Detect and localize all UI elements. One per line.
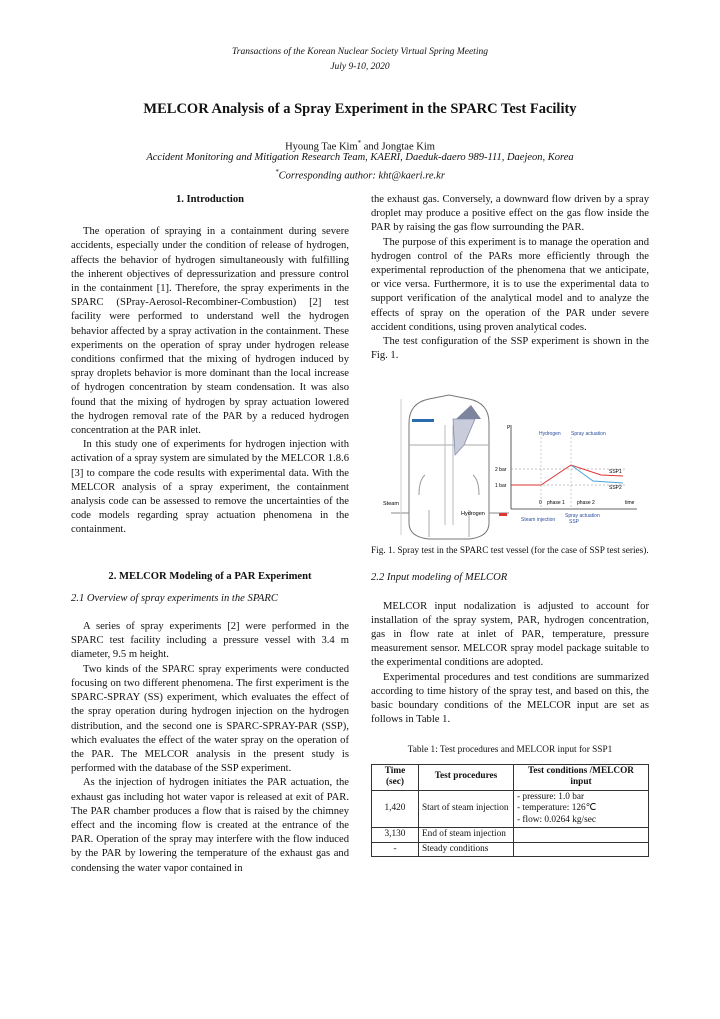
left-column <box>71 193 349 876</box>
table-row <box>372 842 649 857</box>
par-chamber <box>412 419 434 422</box>
table-cell-conditions <box>514 842 649 857</box>
spray-nozzle <box>456 405 481 419</box>
table-header-conditions: Test conditions /MELCOR input <box>514 764 649 790</box>
tick-2bar: 2 bar <box>495 467 507 474</box>
section-heading-introduction: 1. Introduction <box>175 194 245 205</box>
label-hydrogen-side: Hydrogen <box>461 511 485 518</box>
tick-1bar: 1 bar <box>495 483 507 490</box>
axis-label-p: P <box>507 425 511 432</box>
table-cell-procedure: End of steam injection <box>419 828 514 843</box>
table-header-time: Time (sec) <box>372 764 419 790</box>
paper-title: MELCOR Analysis of a Spray Experiment in the SPARC Test Facility <box>143 101 577 117</box>
test-vessel <box>391 395 509 539</box>
table-row <box>372 828 649 843</box>
spray-cone <box>453 419 475 455</box>
paragraph: the exhaust gas. Conversely, a downward flow driven by a spray droplet may produce a positive effect on the gas flow inside the PAR by raising the gas flow surrounding the PAR. <box>371 194 649 234</box>
figure-1 <box>371 385 649 545</box>
figure-1-caption: Fig. 1. Spray test in the SPARC test vessel (for the case of SSP test series). <box>371 546 649 557</box>
section-heading-melcor-modeling: 2. MELCOR Modeling of a PAR Experiment <box>108 570 312 582</box>
table-cell-conditions: - pressure: 1.0 bar - temperature: 126℃ - flow: 0.0264 kg/sec <box>514 790 649 828</box>
figure-1-diagram <box>371 385 649 545</box>
label-phase2: phase 2 <box>577 500 595 507</box>
paragraph: The operation of spraying in a containment during severe accidents, especially under the condition of release of hydrogen, affects the behavior of hydrogen simultaneously with fulfilling the inherent objectives of depressurization and pressure control in the containment [1]. Therefore, the spray experiments in the SPARC (SPray-Aerosol-Recombiner-Combustion) [2] test facility were performed to understand well the hydrogen behavior affected by a spray activation in the containment. These experiments on the operation of spray under hydrogen release conditions confirmed that the mixing of hydrogen induced by spray droplets behavior is more dominant than the local increase of hydrogen concentration by steam condensation. It was also found that the mixing of hydrogen by spray actuation lowered the hydrogen removal rate of the PAR by a reduced hydrogen concentration at the PAR inlet. <box>71 226 349 437</box>
table-cell-time: 3,130 <box>372 828 419 843</box>
table-cell-time: 1,420 <box>372 790 419 828</box>
table-cell-procedure: Start of steam injection <box>419 790 514 828</box>
pressure-schematic-graph <box>495 425 637 525</box>
table-1 <box>371 764 649 858</box>
paragraph: Experimental procedures and test conditions are summarized according to time history of the spray test, and based on this, the basic boundary conditions of the MELCOR input are set as follows in Table 1. <box>371 671 649 726</box>
paragraph: A series of spray experiments [2] were performed in the SPARC test facility including a pressure vessel with 3.4 m diameter, 9.5 m height. <box>71 621 349 661</box>
paragraph: MELCOR input nodalization is adjusted to account for installation of the spray system, PAR, hydrogen concentration, gas in flow rate at inlet of PAR, temperature, pressure measurement sensor. MELCOR spray model package suitable to the experimental conditions are adopted. <box>371 600 649 669</box>
paragraph: Two kinds of the SPARC spray experiments were conducted focusing on two different phenomena. The first experiment is the SPARC-SPRAY (SS) experiment, which evaluates the effect of the spray operation during hydrogen injection on the hydrogen distribution, and the second one is SPARC-SPRAY-PAR (SSP), which evaluates the effect of the water spray on the operation of the PAR. The MELCOR analysis in the present study is performed with the database of the SSP experiment. <box>71 663 349 775</box>
affiliation: Accident Monitoring and Mitigation Research Team, KAERI, Daeduk-daero 989-111, Daejeon, Korea <box>146 152 574 163</box>
label-phase1: phase 1 <box>547 500 565 507</box>
subsection-heading-overview: 2.1 Overview of spray experiments in the SPARC <box>71 592 278 604</box>
corresponding-author: *Corresponding author: kht@kaeri.re.kr <box>275 168 445 182</box>
table-1-caption: Table 1: Test procedures and MELCOR input for SSP1 <box>407 745 613 756</box>
label-hydrogen-top: Hydrogen <box>539 431 561 438</box>
right-column <box>371 193 649 857</box>
label-zero: 0 <box>539 500 542 507</box>
label-steam: Steam <box>383 501 399 508</box>
paragraph: The test configuration of the SSP experiment is shown in the Fig. 1. <box>371 336 649 362</box>
table-row <box>372 790 649 828</box>
authors: Hyoung Tae Kim* and Jongtae Kim <box>285 139 435 153</box>
table-cell-time: - <box>372 842 419 857</box>
hydrogen-inlet-marker <box>499 513 507 516</box>
label-ssp2: SSP2 <box>609 485 622 492</box>
label-spray-top: Spray actuation <box>571 431 606 438</box>
label-spray-ssp: SSP <box>569 519 580 526</box>
subsection-heading-input-modeling: 2.2 Input modeling of MELCOR <box>371 572 508 584</box>
paragraph: As the injection of hydrogen initiates the PAR actuation, the exhaust gas including hot water vapor is released at exit of PAR. The PAR chamber produces a flow that is raised by the chimney effect and the incoming flow is created at the entrance of the PAR. Operation of the spray may interfere with the flow induced by the PAR by lowering the temperature of the exhaust gas and condensing the water vapor contained in <box>71 777 349 874</box>
label-spray-bottom: Spray actuation <box>565 513 600 520</box>
table-cell-procedure: Steady conditions <box>419 842 514 857</box>
running-header-2: July 9-10, 2020 <box>330 62 390 72</box>
paragraph: In this study one of experiments for hydrogen injection with activation of a spray system are simulated by the MELCOR 1.8.6 [3] to compare the code results with experimental data. With the MELCOR analysis of a spray experiment, the containment analysis code can be assessed to remove the uncertainties of the code models regarding spray actuation phenomena in the containment. <box>71 439 349 536</box>
table-cell-conditions <box>514 828 649 843</box>
table-header-row <box>372 764 649 790</box>
running-header-1: Transactions of the Korean Nuclear Society Virtual Spring Meeting <box>232 47 488 57</box>
label-steam-injection: Steam injection <box>521 517 556 524</box>
paragraph: The purpose of this experiment is to manage the operation and hydrogen control of the PARs more efficiently through the experimental reproduction of the phenomena that we anticipate, or vice versa. Furthermore, it is to use the experimental data to support verification of the analytical model and to analyze the effects of spray on the operation of the PAR under severe accident conditions, using proven analytical codes. <box>371 236 649 333</box>
label-time: time <box>625 500 635 507</box>
label-ssp1: SSP1 <box>609 469 622 476</box>
table-header-procedures: Test procedures <box>419 764 514 790</box>
